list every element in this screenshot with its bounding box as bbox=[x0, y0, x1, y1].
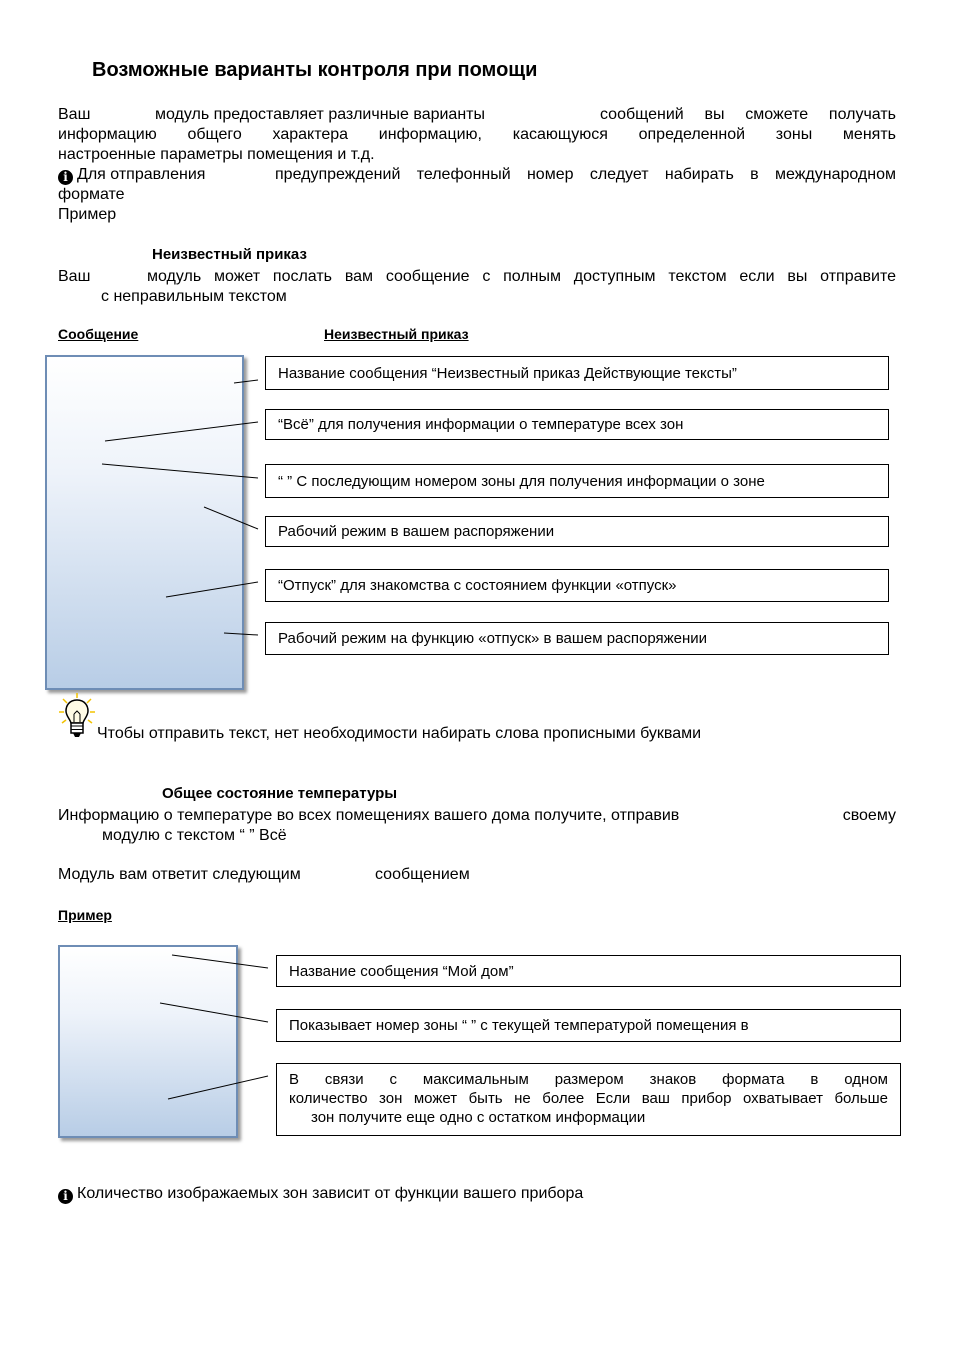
callout-text: “ ” С последующим номером зоны для получения информации о зоне bbox=[278, 472, 765, 490]
intro-fragment: сообщений вы сможете получать bbox=[600, 106, 896, 123]
callout-text: “Всё” для получения информации о температуре всех зон bbox=[278, 416, 684, 433]
connector-line bbox=[102, 464, 258, 478]
callout-text: Название сообщения “Мой дом” bbox=[289, 962, 514, 980]
callout-text: Рабочий режим на функцию «отпуск» в вашем распоряжении bbox=[278, 630, 708, 647]
unknown-line: с неправильным текстом bbox=[101, 288, 287, 305]
connector-line bbox=[105, 422, 258, 441]
connector-line bbox=[160, 1003, 268, 1022]
example-label-bold: Пример bbox=[58, 907, 112, 923]
callout-text: Название сообщения “Неизвестный приказ Действующие тексты” bbox=[278, 364, 737, 382]
example-label: Пример bbox=[58, 206, 117, 223]
callout-text: Рабочий режим в вашем распоряжении bbox=[278, 523, 555, 540]
note-line: формате bbox=[58, 186, 125, 203]
connector-line bbox=[204, 507, 258, 529]
temperature-line: модулю с текстом “ ” Всё bbox=[102, 827, 287, 844]
final-note-text: Количество изображаемых зон зависит от функции вашего прибора bbox=[77, 1185, 584, 1202]
callout-text: зон получите еще одно с остатком информации bbox=[311, 1109, 646, 1126]
callout-text: “Отпуск” для знакомства с состоянием функции «отпуск» bbox=[278, 577, 677, 594]
connector-line bbox=[234, 380, 258, 383]
note-fragment: Для отправления bbox=[77, 166, 206, 183]
connector-line bbox=[224, 633, 258, 635]
intro-fragment: модуль предоставляет различные варианты bbox=[155, 106, 485, 123]
intro-word: Ваш bbox=[58, 106, 91, 123]
unknown-word: Ваш bbox=[58, 268, 91, 285]
temperature-fragment: своему bbox=[842, 807, 896, 824]
label-unknown-command: Неизвестный приказ bbox=[324, 326, 469, 342]
unknown-fragment: модуль может послать вам сообщение с полным доступным текстом если вы отправите bbox=[147, 268, 896, 285]
reply-fragment: Модуль вам ответит следующим bbox=[58, 866, 301, 883]
label-message: Сообщение bbox=[58, 326, 139, 342]
connector-line bbox=[166, 582, 258, 597]
note-fragment: предупреждений телефонный номер следует набирать в международном bbox=[275, 166, 896, 183]
callout-text: Показывает номер зоны “ ” с текущей температурой помещения в bbox=[289, 1017, 749, 1034]
info-icon: i bbox=[58, 1189, 73, 1204]
section-heading-temperature: Общее состояние температуры bbox=[162, 785, 398, 802]
temperature-fragment: Информацию о температуре во всех помещениях вашего дома получите, отправив bbox=[58, 807, 680, 824]
connector-line bbox=[172, 955, 268, 968]
intro-line: настроенные параметры помещения и т.д. bbox=[58, 146, 375, 163]
connector-line bbox=[168, 1076, 268, 1099]
callout-text: количество зон может быть не более Если ваш прибор охватывает больше bbox=[289, 1090, 888, 1107]
page-title: Возможные варианты контроля при помощи bbox=[92, 59, 538, 81]
section-heading-unknown: Неизвестный приказ bbox=[152, 246, 307, 263]
reply-fragment: сообщением bbox=[375, 866, 470, 883]
info-icon: i bbox=[58, 170, 73, 185]
callout-text: В связи с максимальным размером знаков формата в одном bbox=[289, 1071, 888, 1088]
tip-text: Чтобы отправить текст, нет необходимости набирать слова прописными буквами bbox=[97, 725, 702, 742]
intro-line: информацию общего характера информацию, касающуюся определенной зоны менять bbox=[58, 126, 896, 143]
